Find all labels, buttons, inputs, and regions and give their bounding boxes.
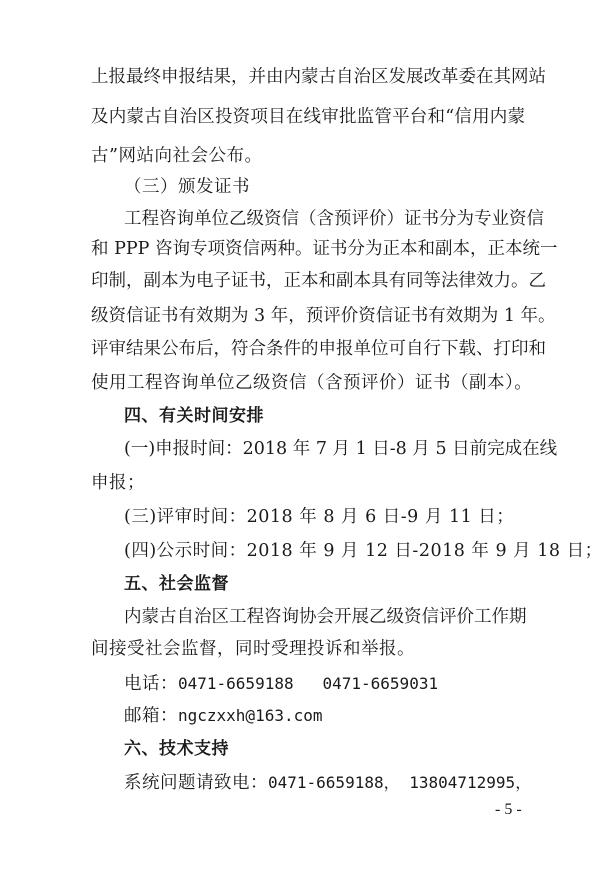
paragraph-line: 和 PPP 咨询专项资信两种。证书分为正本和副本，正本统一: [91, 239, 558, 259]
section-heading-support: 六、技术支持: [124, 739, 229, 759]
support-label: 系统问题请致电：: [124, 773, 268, 793]
phone-line: [124, 672, 438, 696]
section-heading-supervision: 五、社会监督: [124, 574, 229, 594]
email-line: [124, 704, 323, 728]
section-heading-schedule: 四、有关时间安排: [124, 406, 264, 426]
paragraph-line: 级资信证书有效期为 3 年，预评价资信证书有效期为 1 年。: [91, 306, 556, 326]
page-number: - 5 -: [495, 801, 522, 818]
schedule-item-review: (三)评审时间：2018 年 8 月 6 日-9 月 11 日；: [124, 507, 515, 527]
schedule-item-application: (一)申报时间：2018 年 7 月 1 日-8 月 5 日前完成在线: [124, 439, 558, 459]
paragraph-line: 及内蒙古自治区投资项目在线审批监管平台和“信用内蒙: [91, 107, 525, 127]
phone-value: 0471-6659188 0471-6659031: [178, 674, 439, 693]
subsection-heading: （三）颁发证书: [124, 177, 250, 197]
schedule-item-application-cont: 申报；: [91, 473, 145, 493]
paragraph-line: 使用工程咨询单位乙级资信（含预评价）证书（副本）。: [91, 373, 533, 393]
email-value: ngczxxh@163.com: [178, 706, 323, 725]
email-label: 邮箱：: [124, 706, 178, 726]
paragraph-line: 印制，副本为电子证书，正本和副本具有同等法律效力。乙: [91, 271, 546, 291]
support-line: [124, 771, 531, 795]
paragraph-line: 古”网站向社会公布。: [91, 146, 263, 166]
paragraph-line: 间接受社会监督，同时受理投诉和举报。: [91, 639, 415, 659]
paragraph-line: 上报最终申报结果，并由内蒙古自治区发展改革委在其网站: [91, 67, 546, 87]
paragraph-line: 评审结果公布后，符合条件的申报单位可自行下载、打印和: [91, 339, 546, 359]
schedule-item-publicity: (四)公示时间：2018 年 9 月 12 日-2018 年 9 月 18 日；: [124, 541, 603, 561]
paragraph-line: 工程咨询单位乙级资信（含预评价）证书分为专业资信: [124, 209, 544, 229]
paragraph-line: 内蒙古自治区工程咨询协会开展乙级资信评价工作期: [124, 607, 527, 627]
support-value: 0471-6659188， 13804712995，: [268, 773, 532, 792]
phone-label: 电话：: [124, 674, 178, 694]
